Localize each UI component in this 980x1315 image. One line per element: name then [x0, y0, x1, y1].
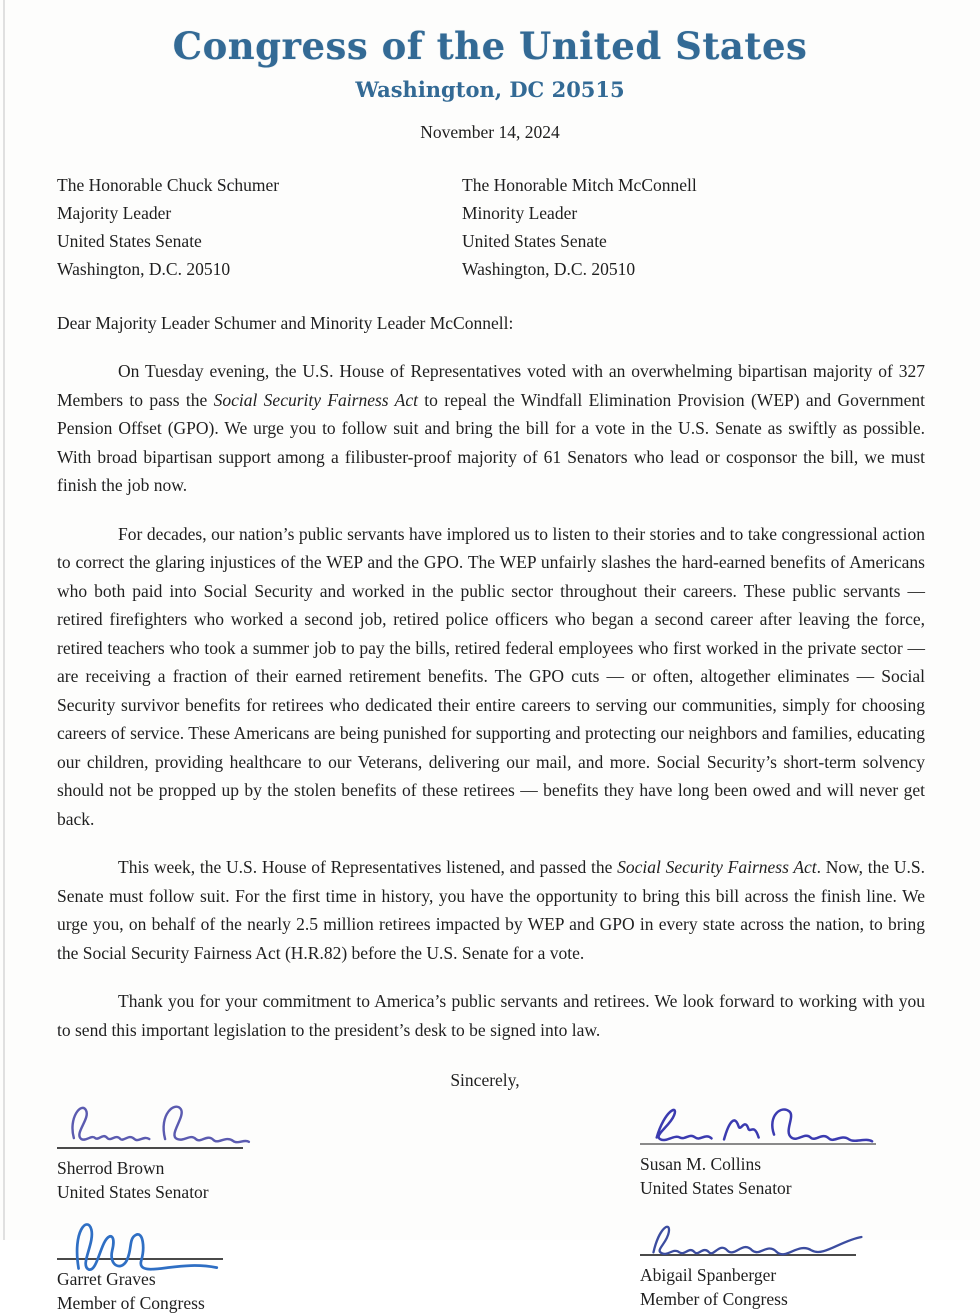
- bill-name-italic: Social Security Fairness Act: [213, 389, 418, 410]
- signature-block-abigail-spanberger: [640, 1214, 925, 1315]
- closing: Sincerely,: [450, 1070, 520, 1090]
- recipient-address: Washington, D.C. 20510: [57, 259, 231, 279]
- signer-name: Sherrod Brown: [57, 1158, 165, 1178]
- signature-stroke: [653, 1227, 861, 1255]
- letterhead-subtitle: Washington, DC 20515: [355, 77, 625, 102]
- signer-name: Abigail Spanberger: [640, 1265, 777, 1285]
- garret-graves-signature-icon: [57, 1214, 640, 1274]
- paragraph-1: [57, 357, 925, 500]
- recipient-schumer: [57, 171, 462, 283]
- recipient-role: Minority Leader: [462, 203, 578, 223]
- recipient-name: The Honorable Chuck Schumer: [57, 175, 280, 195]
- paragraph-text: On Tuesday evening, the U.S. House of Representatives voted with an overwhelming bipartisan majority of 327 Members to pass the: [57, 361, 925, 410]
- signer-name: Garret Graves: [57, 1269, 156, 1289]
- recipient-org: United States Senate: [462, 231, 607, 251]
- signer-title: Member of Congress: [640, 1289, 788, 1309]
- letterhead-title: Congress of the United States: [172, 24, 808, 68]
- recipient-mcconnell: [462, 171, 867, 283]
- recipient-address: Washington, D.C. 20510: [462, 259, 636, 279]
- paragraph-text: This week, the U.S. House of Representatives listened, and passed the: [118, 857, 618, 877]
- bill-name-italic: Social Security Fairness Act: [617, 857, 817, 877]
- signer-title: United States Senator: [57, 1182, 209, 1202]
- susan-collins-signature-icon: [640, 1099, 925, 1149]
- page-edge-line: [3, 0, 5, 1240]
- recipient-role: Majority Leader: [57, 203, 172, 223]
- paragraph-3: [57, 853, 925, 967]
- signature-stroke: [72, 1108, 149, 1140]
- recipient-org: United States Senate: [57, 231, 202, 251]
- letter-date: November 14, 2024: [420, 122, 560, 142]
- salutation: Dear Majority Leader Schumer and Minority Leader McConnell:: [57, 313, 514, 333]
- signature-stroke: [77, 1224, 217, 1269]
- signature-stroke: [724, 1120, 759, 1139]
- letterhead: [0, 0, 980, 143]
- signer-name: Susan M. Collins: [640, 1154, 762, 1174]
- signature-stroke: [657, 1110, 712, 1140]
- signature-grid: [57, 1099, 925, 1315]
- sherrod-brown-signature-icon: [57, 1099, 640, 1153]
- signature-line: [57, 1258, 223, 1260]
- signer-title: United States Senator: [640, 1178, 792, 1198]
- paragraph-text: Thank you for your commitment to America’s public servants and retirees. We look forward to working with you to send this important legislation to the president’s desk to be signed into law.: [57, 991, 925, 1040]
- signature-line: [640, 1143, 876, 1145]
- recipient-name: The Honorable Mitch McConnell: [462, 175, 697, 195]
- recipient-blocks: [57, 171, 925, 283]
- paragraph-text: For decades, our nation’s public servants have implored us to listen to their stories and to take congressional action to correct the glaring injustices of the WEP and the GPO. The WEP unfairly slashes the hard-earned benefits of Americans who both paid into Social Security and worked in the public sector throughout their careers. These public servants — retired firefighters who worked a second job, retired police officers who began a second career after leaving the force, retired teachers who took a summer job to pay the bills, retired federal employees who first worked in the private sector — are receiving a fraction of their earned retirement benefits. The GPO cuts — or often, altogether eliminates — Social Security survivor benefits for retirees who dedicated their entire careers to serving our communities, simply for choosing careers of service. These Americans are being punished for supporting and protecting our neighbors and families, educating our children, providing healthcare to our Veterans, delivering our mail, and more. Social Security’s short-term solvency should not be propped up by the stolen benefits of these retirees — benefits they have long been owed and will never get back.: [57, 523, 925, 829]
- signature-block-garret-graves: [57, 1214, 640, 1315]
- letter-body: [57, 357, 925, 1044]
- signature-stroke: [772, 1109, 872, 1141]
- signature-stroke: [164, 1107, 249, 1143]
- signer-title: Member of Congress: [57, 1293, 205, 1313]
- paragraph-text: . Now, the U.S. Senate must follow suit. For the first time in history, you have the opportunity to bring this bill across the finish line. We urge you, on behalf of the nearly 2.5 million retirees impacted by WEP and GPO in every state across the nation, to bring the Social Security Fairness Act (H.R.82) before the U.S. Senate for a vote.: [57, 857, 926, 963]
- signature-line: [640, 1254, 856, 1256]
- signature-line: [57, 1147, 243, 1149]
- paragraph-4: [57, 987, 925, 1044]
- signature-block-susan-collins: [640, 1099, 925, 1204]
- paragraph-2: [57, 520, 925, 834]
- signature-block-sherrod-brown: [57, 1099, 640, 1204]
- paragraph-text: to repeal the Windfall Elimination Provision (WEP) and Government Pension Offset (GPO). We urge you to follow suit and bring the bill for a vote in the U.S. Senate as swiftly as possible. With broad bipartisan support among a filibuster-proof majority of 61 Senators who lead or cosponsor the bill, we must finish the job now.: [57, 389, 925, 495]
